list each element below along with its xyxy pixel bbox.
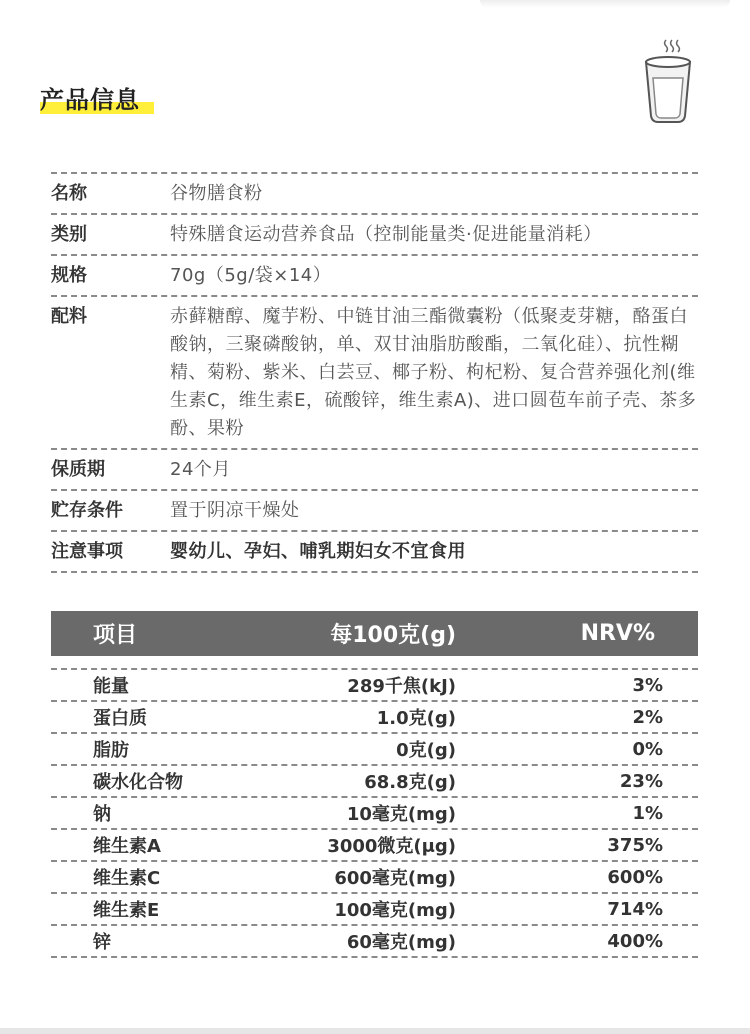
info-row (51, 213, 698, 254)
info-value: 婴幼儿、孕妇、哺乳期妇女不宜食用 (170, 541, 466, 562)
info-key: 配料 (51, 306, 87, 327)
info-row (51, 530, 698, 573)
nutrition-row (51, 702, 698, 734)
info-key: 贮存条件 (51, 500, 123, 521)
nutrition-row (51, 668, 698, 702)
info-row (51, 254, 698, 295)
nutrition-row (51, 798, 698, 830)
top-shadow-decoration (480, 0, 730, 8)
nutrient-nrv: 714% (607, 898, 663, 920)
nutrient-amount: 100毫克(mg) (334, 900, 456, 921)
nutrient-name: 维生素C (93, 868, 161, 889)
nutrient-amount: 10毫克(mg) (346, 804, 456, 825)
hot-drink-cup-icon (640, 38, 696, 124)
nutrient-name: 维生素A (93, 836, 161, 857)
nutrition-row (51, 862, 698, 894)
nutrition-row (51, 766, 698, 798)
info-key: 类别 (51, 224, 87, 245)
section-header (40, 80, 140, 115)
nutrient-name: 钠 (93, 804, 111, 825)
info-row (51, 489, 698, 530)
nutrient-amount: 68.8克(g) (364, 772, 456, 793)
page-title: 产品信息 (40, 86, 140, 114)
info-value: 谷物膳食粉 (170, 183, 263, 204)
nutrient-amount: 289千焦(kJ) (347, 676, 456, 697)
info-value: 特殊膳食运动营养食品（控制能量类·促进能量消耗） (170, 224, 602, 245)
info-key: 规格 (51, 265, 87, 286)
info-key: 保质期 (51, 459, 105, 480)
nutrition-row (51, 734, 698, 766)
nutrient-nrv: 1% (632, 802, 663, 824)
nutrient-nrv: 0% (632, 738, 663, 760)
info-value: 置于阴凉干燥处 (170, 500, 300, 521)
nutrient-amount: 1.0克(g) (376, 708, 456, 729)
info-key: 注意事项 (51, 541, 123, 562)
nutrition-row (51, 894, 698, 926)
info-value: 24个月 (170, 459, 231, 480)
nutrient-name: 碳水化合物 (93, 772, 183, 793)
info-value: 70g（5g/袋×14） (170, 265, 332, 286)
nutrient-name: 蛋白质 (93, 708, 147, 729)
nutrient-nrv: 2% (632, 706, 663, 728)
nutrient-amount: 0克(g) (396, 740, 456, 761)
nutrient-amount: 3000微克(μg) (327, 836, 456, 857)
nutrient-amount: 600毫克(mg) (334, 868, 456, 889)
header-nrv: NRV% (580, 621, 655, 646)
info-value: 赤藓糖醇、魔芋粉、中链甘油三酯微囊粉（低聚麦芽糖，酪蛋白酸钠，三聚磷酸钠，单、双甘油脂肪酸酯，二氧化硅）、抗性糊精、菊粉、紫米、白芸豆、椰子粉、枸杞粉、复合营养强化剂(维生素C，维生素E，硫酸锌，维生素A)、进口圆苞车前子壳、茶多酚、果粉 (170, 306, 697, 439)
nutrient-nrv: 3% (632, 674, 663, 696)
nutrition-body (51, 668, 698, 958)
nutrient-name: 脂肪 (93, 740, 129, 761)
header-item: 项目 (93, 623, 138, 648)
info-row (51, 172, 698, 213)
nutrient-amount: 60毫克(mg) (346, 932, 456, 953)
nutrition-header-row (51, 611, 698, 656)
info-row (51, 448, 698, 489)
nutrition-row (51, 830, 698, 862)
nutrient-nrv: 23% (619, 770, 663, 792)
nutrient-name: 能量 (93, 676, 129, 697)
nutrient-nrv: 600% (607, 866, 663, 888)
nutrient-nrv: 400% (607, 930, 663, 952)
nutrition-row (51, 926, 698, 958)
info-row (51, 295, 698, 448)
nutrient-nrv: 375% (607, 834, 663, 856)
nutrition-table (51, 611, 698, 958)
header-per100g: 每100克(g) (330, 623, 456, 648)
nutrient-name: 维生素E (93, 900, 160, 921)
bottom-bar (0, 1028, 750, 1034)
product-info-table (51, 172, 698, 573)
info-key: 名称 (51, 183, 87, 204)
nutrient-name: 锌 (93, 932, 111, 953)
